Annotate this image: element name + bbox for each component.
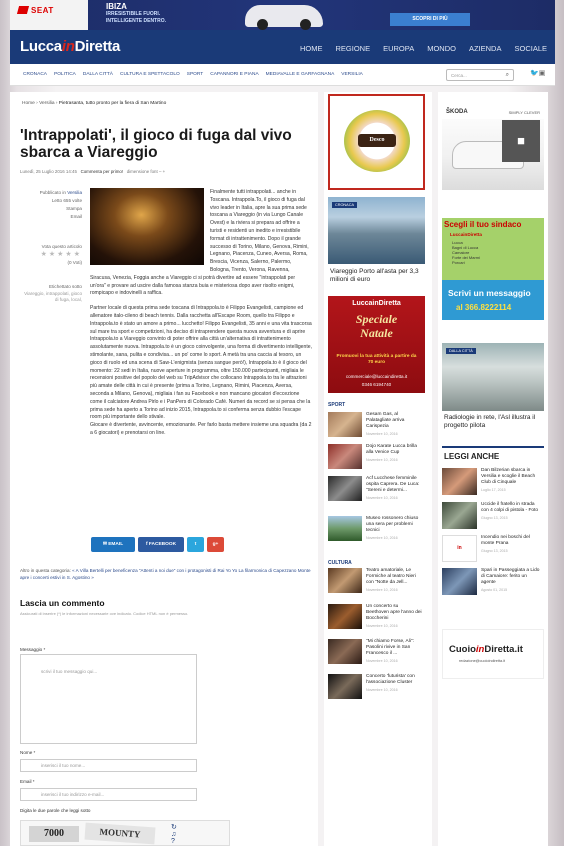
thumbnail [328,604,362,629]
site-header [10,30,555,64]
nav-regione[interactable]: REGIONE [335,44,371,53]
read-count: Letto 655 volte [51,198,82,203]
list-item[interactable]: Dan Bilzerian sbarca in Versilia e scoglie il Beach Club di Cinquale Luglio 17, 2015 [442,468,541,495]
cuoio-mail: redazione@cuoioindiretta.it [459,659,506,663]
share-email-button[interactable]: ✉ EMAIL [91,537,135,552]
nav-home[interactable]: HOME [300,44,323,53]
rating-stars[interactable]: ★★★★★ [40,251,82,258]
crumb-versilia[interactable]: Versilia [39,101,55,106]
sindaco-phone: al 366.8222114 [456,303,512,312]
list-item[interactable]: Teatro amatoriale, Le Formiche al teatro Nieri con "Notte da Jell... Novembre 10, 2016 [328,568,422,593]
list-item[interactable]: Museo rossonero chiuso una sera per problemi tecnici Novembre 10, 2016 [328,516,422,541]
teaser-title[interactable]: Viareggio Porto all'asta per 3,3 milioni di euro [330,268,419,283]
article-title: 'Intrappolati', il gioco di fuga dal vivo sbarca a Viareggio [20,127,292,161]
crumb-current[interactable]: Pietrasanta, tutto pronto per la fiera di San Martino [58,101,167,106]
thumbnail [328,476,362,501]
print-link[interactable]: Stampa [66,206,82,211]
thumbnail [328,674,362,699]
thumbnail [328,412,362,437]
seat-s-icon [17,6,29,14]
related-links: Altro in questa categoria: « A Villa Bertelli per beneficenza "Attenti a noi due" con i protagonisti di Rai Yo Yo La filarmonica di Capezzano Monte apre i concerti estivi in S. Agostino » [20,568,311,580]
email-input[interactable]: inserisci il tuo indirizzo e-mail... [20,788,197,801]
skoda-slogan: SIMPLY CLEVER [508,110,540,115]
thumbnail [442,502,477,529]
share-twitter-button[interactable]: t [187,537,204,552]
captcha-refresh-icon[interactable]: ↻ ♫ ? [171,824,177,845]
font-increase-button[interactable]: + [162,169,166,174]
skoda-logo: ŠKODA [446,109,468,115]
sindaco-towns: Lucca Bagni di Lucca Camaiore Forte dei Marmi Porcari [452,240,481,265]
leggi-anche-label: LEGGI ANCHE [444,452,500,461]
message-label: Messaggio * [20,647,46,652]
main-nav [300,44,547,53]
skoda-ad[interactable]: ŠKODA SIMPLY CLEVER ■ [442,106,544,190]
category-link[interactable]: Versilia [67,190,82,195]
cronaca-badge[interactable]: CRONACA [332,202,357,208]
name-input[interactable]: inserisci il tuo nome... [20,759,197,772]
sindaco-title: Scegli il tuo sindaco [444,220,522,229]
font-size-label: dimensione font [126,169,158,174]
cuoio-logo: CuoioinDiretta.it [449,644,523,655]
natale-phone: 0346 6194740 [361,382,392,387]
natale-line2: Natale [360,326,393,340]
seat-brand-box [10,0,88,30]
cat-capannori[interactable]: CAPANNORI E PIANA [210,72,259,77]
captcha-box [20,820,230,846]
list-item[interactable]: "Mi chiamo Forse, Ali": Pasolini rivive in San Francesco il ... Novembre 10, 2016 [328,639,422,664]
paragraph: Finalmente tutti intrappolati... anche in Toscana. Intrappola.To, il gioco di fuga dal vivo leader in Italia, apre la sua prima sede toscana a Viareggio (in via Lungo Canale Ovest) e la riviera si prepara ad offrire a turisti e residenti un inedito e irresistibile format di intrattenimento. Dopo il grande successo di Torino, Milano, Genova, Rimini, Legnano, Piacenza, Cuneo, Aversa, Roma, Brescia, Vicenza, Salerno, Palermo, Bologna, Trento, Verona, Ravenna, Siracusa, Venezia, Foggia anche a Viareggio ci si potrà divertire ad essere "intrappolati per un'ora" e provare ad uscire dalla famosa stanza buia e misteriosa dopo aver risolto enigmi, rompicapo e indovinelli a raffica. [90,189,309,297]
thumbnail: in [442,535,477,562]
share-facebook-button[interactable]: f FACEBOOK [138,537,184,552]
sport-section-label[interactable]: SPORT [328,402,346,408]
thumbnail [328,444,362,469]
nav-azienda[interactable]: AZIENDA [468,44,502,53]
right-column [438,92,548,846]
tags-list[interactable]: Viareggio, intrappolati, gioco di fuga, local, [24,291,82,302]
share-buttons [91,537,224,552]
comment-link[interactable]: Commenta per primo! [80,169,124,174]
article-meta: Lunedì, 25 Luglio 2016 14:45 Commenta per primo! dimensione font – + [20,169,166,174]
nav-sociale[interactable]: SOCIALE [514,44,547,53]
list-item[interactable]: Dojo Karate Lucca brilla alla Venice Cup Novembre 10, 2016 [328,444,422,469]
cat-sport[interactable]: SPORT [186,72,204,77]
email-link[interactable]: Email [70,214,82,219]
prev-article-link[interactable]: « A Villa Bertelli per beneficenza "Attenti a noi due" con i protagonisti di Rai Yo Yo [72,568,238,573]
comment-note: Assicurati di inserire (*) le informazioni necessarie ove indicato. Codice HTML non è permesso. [20,611,189,616]
list-item[interactable]: Gesam Gas, al Palatagliate arriva Carispezia Novembre 10, 2016 [328,412,422,437]
list-item[interactable]: Concerto 'futurista' con l'associazione Cluster Novembre 10, 2016 [328,674,422,699]
font-decrease-button[interactable]: – [158,169,162,174]
captcha-label: Digita le due parole che leggi sotto [20,808,91,813]
desco-logo: Desco [358,134,396,147]
ad-tagline-1: IRRESISTIBILE FUORI. [106,11,161,17]
vote-count: (0 Voti) [67,260,82,265]
vote-label: Vota questo articolo [41,244,82,249]
natale-logo: LuccainDiretta [352,300,401,307]
natale-line1: Speciale [355,312,398,326]
crumb-home[interactable]: Home [22,101,35,106]
cuoio-in-diretta-ad[interactable] [442,629,544,679]
search-input[interactable]: Cerca... ⌕ [446,69,514,81]
category-nav [10,64,555,86]
article-column [10,92,318,846]
middle-column [324,92,432,846]
tags-label: Etichettato sotto [49,284,82,289]
facebook-icon[interactable]: ▣ [538,70,546,77]
nav-mondo[interactable]: MONDO [427,44,456,53]
comment-title: Lascia un commento [20,598,105,608]
seat-logo: SEAT [18,6,54,15]
twitter-icon[interactable]: 🐦 [530,70,539,77]
car-image [245,5,323,27]
list-item[interactable]: Spari in Passeggiata a Lido di Camaiore: ferito un agente Agosto 01, 2015 [442,568,541,595]
radiologie-photo[interactable] [442,343,544,411]
paragraph: Giocare è divertente, avvincente, emozionante. Per farlo basta mettere insieme una squadra (da 2 a 6 giocatori) e prenotarsi on line. [90,422,312,436]
name-label: Nome * [20,750,36,755]
citta-badge[interactable]: DALLA CITTÀ [446,348,476,354]
next-article-link[interactable]: La filarmonica di Capezzano Monte apre i concerti estivi in S. Agostino » [20,568,311,580]
thumbnail [328,516,362,541]
ad-tagline-2: INTELLIGENTE DENTRO. [106,18,166,24]
speciale-natale-ad[interactable] [328,296,425,393]
sindaco-cta: Scrivi un messaggio [448,288,531,298]
ad-cta-button[interactable]: SCOPRI DI PIÙ [390,13,470,26]
paragraph: Partner locale di questa prima sede toscana di Intrappola.to è Filippo Evangelisti, campione ed allenatore italo-cileno di beach tennis. Dalla racchetta all'Escape Room, quello tra Filippo e Intrappola.to è stato un amore a primo... lucchetto! Filippo Evangelisti, 35 anni e una vita trascorsa sul mare tra sport e competizioni, ha deciso di intraprendere questa nuova avventura e di aprire Intrappola.to a Viareggio convinto di poter offrire alla città un'alternativa di intrattenimento assolutamente nuova. Intrappola.to è un gioco coinvolgente, una forma di divertimento intelligente, stimolante, sana, pulita e condivisa... un po' come lo sport. A metà tra una caccia al tesoro, un gioco di ruolo ed una scena di Saw-L'enigmista (senza sangue però!), Intrappola.to è il gioco del momento: 22 sedi in Italia, nuove aperture in programma, oltre 150.000 partecipanti, migliaia le recensioni positive del popolo del web su TripAdvisor che collocano Intrappola.to tra le attrazioni più amate delle città in cui è presente (prima a Torino, Legnano, Rimini, Piacenza, Aversa, seconda a Milano, Genova), migliaia i fan su Facebook e non mancano giocatori d'eccezione come il calciatore Andrea Pirlo e i PanPers di Colorado Café. Numeri da record se si pensa che la prima sede ha aperto a Torino ad inizio 2015, Intrappola.to si conferma senza dubbio l'escape room più importante dello stivale. [90,305,313,421]
sindaco-sub: LuccainDiretta [450,232,482,237]
social-icons [530,69,545,77]
natale-contact: commerciale@luccaindiretta.it [345,374,408,379]
breadcrumb: Home › Versilia › Pietrasanta, tutto pronto per la fiera di San Martino [22,101,167,106]
list-item[interactable]: in Incendio nei boschi del monte Prana Giugno 13, 2015 [442,535,541,562]
share-gplus-button[interactable]: g+ [207,537,224,552]
cat-dalla-citta[interactable]: DALLA CITTÀ [82,72,113,77]
email-label: Email * [20,779,35,784]
captcha-word-1: 7000 [29,826,79,842]
thumbnail [442,468,477,495]
cat-cultura[interactable]: CULTURA E SPETTACOLO [119,72,180,77]
search-icon[interactable]: ⌕ [505,72,509,78]
nav-europa[interactable]: EUROPA [383,44,415,53]
sindaco-ad[interactable] [442,218,544,320]
site-logo[interactable]: LuccainDiretta [20,38,121,55]
thumbnail [328,568,362,593]
list-item[interactable]: Un concerto su Beethoven apre l'anno dei Boccherini Novembre 10, 2016 [328,604,422,629]
desco-ad[interactable] [328,94,425,190]
article-body [90,189,312,438]
cat-politica[interactable]: POLITICA [54,72,76,77]
thumbnail [442,568,477,595]
cultura-section-label[interactable]: CULTURA [328,560,352,566]
list-item[interactable]: Uccide il fratello in strada con 4 colpi di pistola - Foto Giugno 13, 2015 [442,502,541,529]
cat-mediavalle[interactable]: MEDIAVALLE E GARFAGNANA [265,72,335,77]
teaser-title[interactable]: Radiologie in rete, l'Asl illustra il progetto pilota [444,414,536,429]
porto-photo[interactable] [328,197,425,264]
captcha-word-2: MOUNTY [84,823,155,845]
cat-versilia[interactable]: VERSILIA [341,72,363,77]
list-item[interactable]: Acf Lucchese femminile ospita Caprera. De Luca: "Sereni e determi... Novembre 10, 2016 [328,476,422,501]
ad-model: IBIZA [106,2,127,11]
natale-promo: Promuovi la tua attività a partire da 70 euro [336,354,417,365]
message-textarea[interactable]: scrivi il tuo messaggio qui... [20,654,197,744]
article-sidebar-info: Pubblicato in Versilia Letto 655 volte Stampa Email Vota questo articolo ★★★★★ (0 Voti) Etichettato sotto Viareggio, intrappolati, gioco di fuga, local, [24,190,82,302]
cat-cronaca[interactable]: CRONACA [23,72,47,77]
thumbnail [328,639,362,664]
top-banner-ad[interactable] [10,0,555,30]
